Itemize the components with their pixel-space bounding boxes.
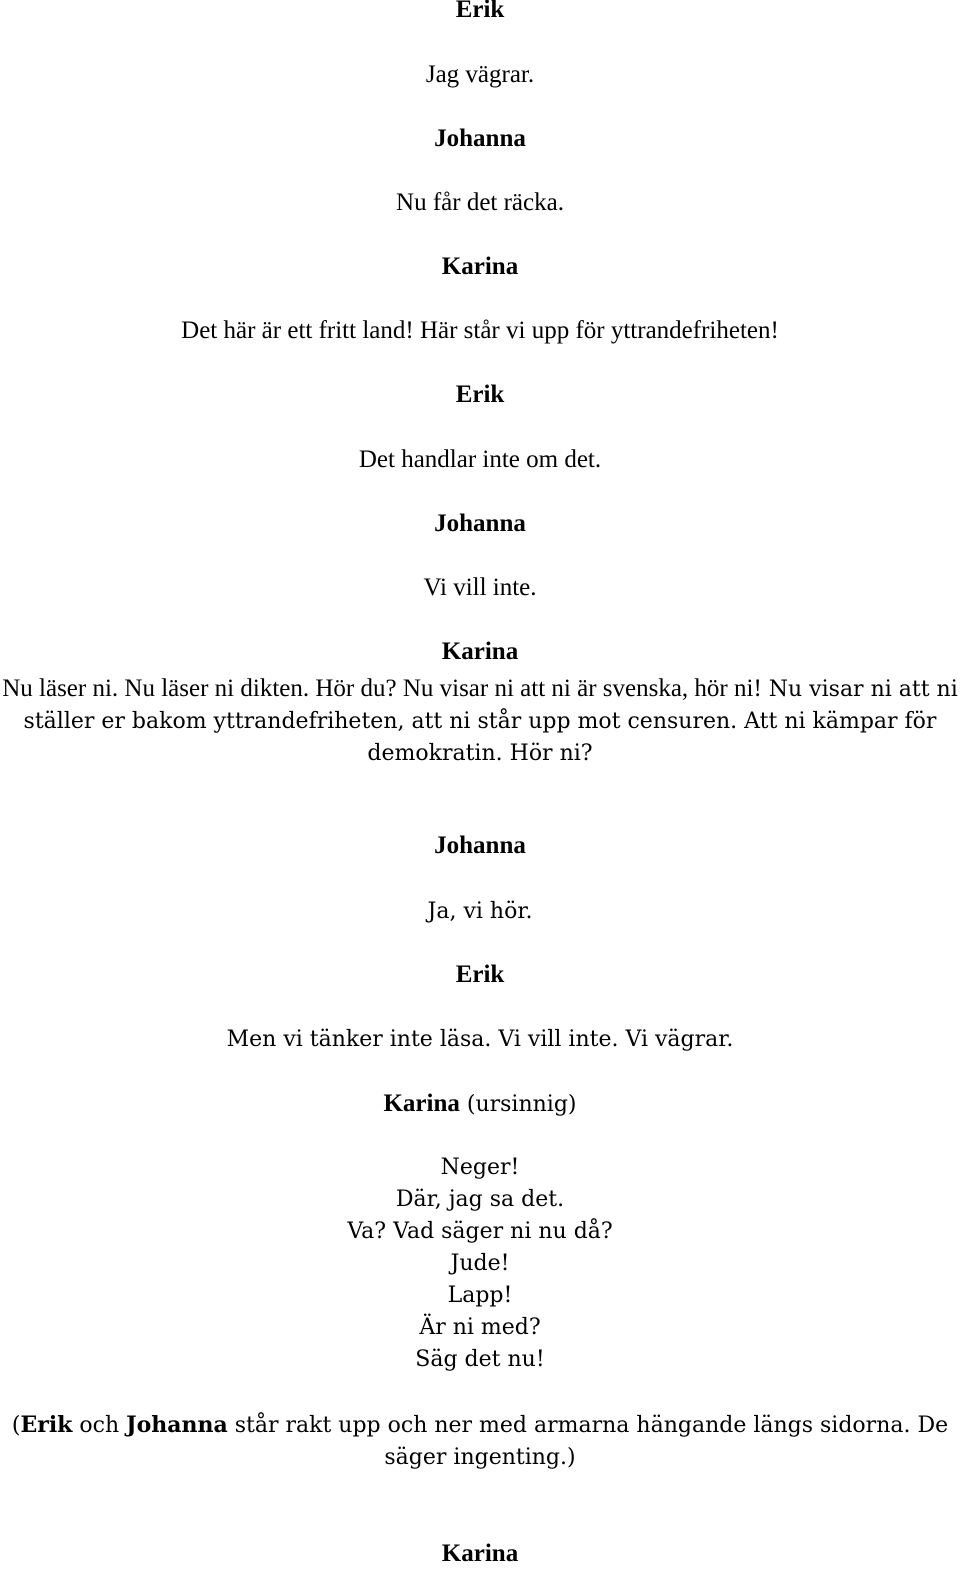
dialogue-line: Nu får det räcka. [396,189,564,216]
speaker-name: Erik [455,381,505,408]
dialogue-paragraph [0,673,960,770]
speaker-name: Karina [383,1090,460,1117]
dialogue-line: Vi vill inte. [423,574,537,601]
speaker-name: Karina [441,1540,519,1567]
character-name: Erik [20,1412,73,1438]
dialogue-line: Det här är ett fritt land! Här står vi upp för yttrandefriheten! [181,317,779,344]
stage-direction-inline: (ursinnig) [459,1092,577,1117]
poem-line: Neger! [440,1155,520,1180]
speaker-name: Johanna [434,510,526,537]
dialogue-line: Men vi tänker inte läsa. Vi vill inte. Vi vägrar. [226,1027,734,1052]
character-name: Johanna [126,1412,228,1438]
poem-line: Jude! [450,1251,510,1276]
speaker-with-direction [0,1088,960,1121]
stage-direction [0,1409,960,1474]
dialogue-line: Jag vägrar. [425,61,535,88]
poem-line: Är ni med? [419,1315,541,1340]
speaker-name: Erik [455,0,505,23]
direction-text: står rakt upp och ner med armarna hängande längs sidorna. De säger ingenting.) [227,1413,949,1470]
speaker-name: Karina [441,638,519,665]
speaker-name: Karina [441,253,519,280]
poem-line: Lapp! [447,1283,513,1308]
poem-line: Säg det nu! [415,1347,545,1372]
dialogue-continuation: Nu visar ni att ni ställer er bakom yttrandefriheten, att ni står upp mot censuren. Att ni kämpar för demokratin. Hör ni? [23,677,958,766]
paren-open: ( [11,1413,21,1438]
speaker-name: Johanna [434,832,526,859]
poem-line: Där, jag sa det. [395,1187,565,1212]
poem-line: Va? Vad säger ni nu då? [347,1219,613,1244]
dialogue-lead: Nu läser ni. Nu läser ni dikten. Hör du? Nu visar ni att ni är svenska, hör ni! [2,675,762,702]
speaker-name: Erik [455,961,505,988]
dialogue-line: Det handlar inte om det. [358,446,602,473]
dialogue-line: Ja, vi hör. [427,899,533,924]
speaker-name: Johanna [434,125,526,152]
conjunction: och [72,1413,127,1438]
